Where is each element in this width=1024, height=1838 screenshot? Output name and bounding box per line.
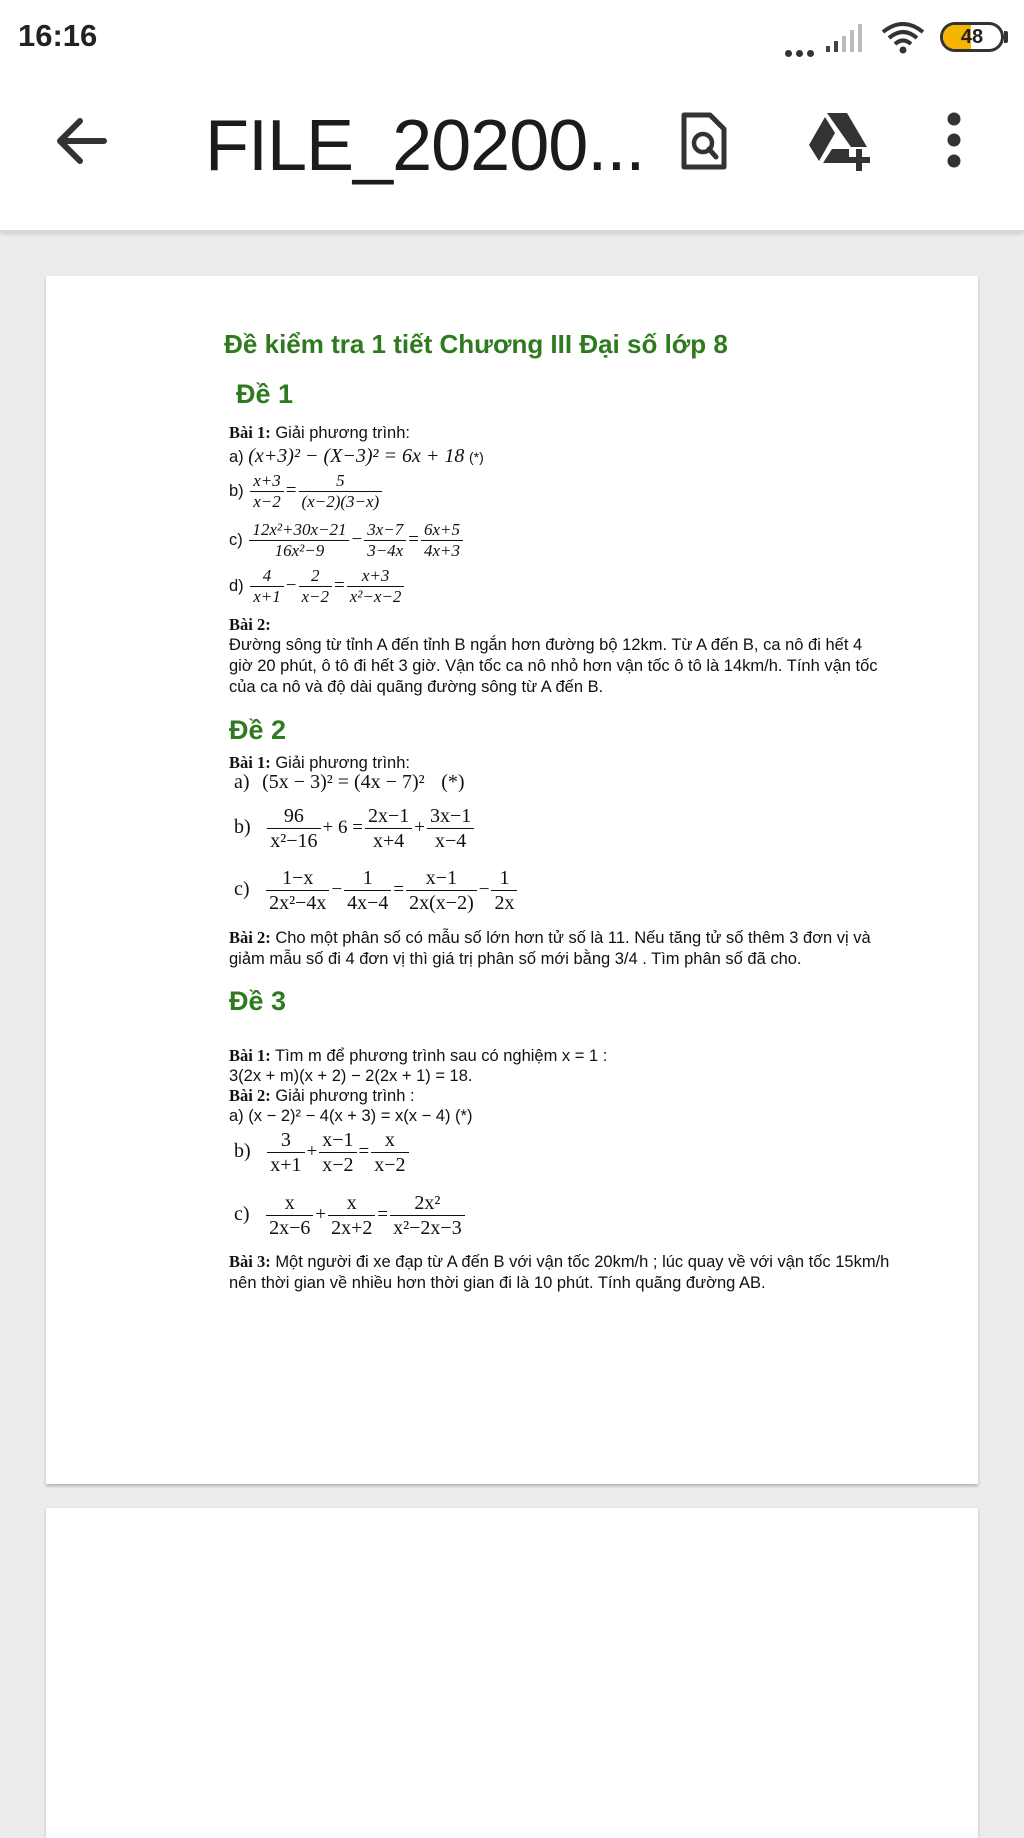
de3-bai3: Bài 3: Một người đi xe đạp từ A đến B với vận tốc 20km/h ; lúc quay về với vận tốc 15km/h nên thời gian về nhiều hơn thời gian đi là 10 phút. Tính quãng đường AB. xyxy=(229,1252,890,1292)
status-bar xyxy=(0,0,1024,75)
status-time: 16:16 xyxy=(18,18,98,53)
document-page-1[interactable] xyxy=(46,276,978,1484)
de2-eq-a: a) (5x − 3)² = (4x − 7)² (*) xyxy=(234,771,465,793)
de1-eq-d: d) $\frac{4}{x+1}$ − $\frac{2}{x-2}$ = $\frac{x+3}{\text{x²−x−2}}$ xyxy=(229,566,406,607)
de1-bai2-label: Bài 2: xyxy=(229,615,271,634)
de1-bai1: Bài 1: Giải phương trình: xyxy=(229,423,410,442)
section-heading-de1: Đề 1 xyxy=(236,379,294,409)
de1-bai2-text: Đường sông từ tỉnh A đến tỉnh B ngắn hơn đường bộ 12km. Từ A đến B, ca nô đi hết 4 giờ 20 phút, ô tô đi hết 3 giờ. Vận tốc ca nô nhỏ hơn vận tốc ô tô là 14km/h. Tính vận tốc của ca nô và độ dài quãng đường sông từ A đến B. xyxy=(229,636,878,696)
de3-eq-b: b) $\frac{3}{x+1}$ + $\frac{x-1}{x-2}$ = $\frac{x}{x-2}$ xyxy=(234,1128,411,1177)
de3-eq-a: a) (x − 2)² − 4(x + 3) = x(x − 4) (*) xyxy=(229,1107,473,1125)
de3-bai2: Bài 2: Giải phương trình : xyxy=(229,1086,415,1105)
battery-level: 48 xyxy=(960,26,984,48)
de3-eq-c: c) $\frac{x}{2x-6}$ + $\frac{x}{2x+2}$ = $\frac{\text{2x²}}{\text{x²−2x−3}}$ xyxy=(234,1191,467,1240)
battery-icon xyxy=(940,22,1004,52)
wifi-icon xyxy=(881,22,925,54)
cell-signal-icon xyxy=(826,24,866,52)
de3-bai1: Bài 1: Tìm m để phương trình sau có nghiệm x = 1 : xyxy=(229,1046,608,1065)
file-title: FILE_20200... xyxy=(205,106,645,186)
add-to-drive-icon[interactable] xyxy=(805,111,875,171)
de3-bai1-eq: 3(2x + m)(x + 2) − 2(2x + 1) = 18. xyxy=(229,1067,473,1085)
de2-bai1: Bài 1: Giải phương trình: xyxy=(229,753,410,772)
de1-eq-a: a) (x+3)² − (X−3)² = 6x + 18 (*) xyxy=(229,445,484,467)
document-title: Đề kiểm tra 1 tiết Chương III Đại số lớp 8 xyxy=(224,329,728,359)
section-heading-de3: Đề 3 xyxy=(229,986,287,1016)
de1-eq-b: b) $\frac{x+3}{x-2}$ = $\frac{5}{(x-2)(3-x)}$ xyxy=(229,471,384,512)
de2-eq-c: c) $\frac{1-x}{\text{2x²−4x}}$ − $\frac{1}{4x-4}$ = $\frac{x-1}{2x(x-2)}$ − $\frac{1}{2x}$ xyxy=(234,866,519,915)
document-page-2[interactable] xyxy=(46,1508,978,1838)
document-search-icon[interactable] xyxy=(678,111,730,171)
de1-eq-c: c) $\frac{\text{12x²+30x−21}}{\text{16x²−9}}$ − $\frac{3x-7}{3-4x}$ = $\frac{6x+5}{4x+3}$ xyxy=(229,520,465,561)
app-toolbar xyxy=(0,75,1024,232)
de2-bai2: Bài 2: Cho một phân số có mẫu số lớn hơn tử số là 11. Nếu tăng tử số thêm 3 đơn vị và giảm mẫu số đi 4 đơn vị thì giá trị phân số mới bằng 3/4 . Tìm phân số đã cho. xyxy=(229,928,871,968)
section-heading-de2: Đề 2 xyxy=(229,715,287,745)
de2-eq-b: b) $\frac{96}{\text{x²−16}}$ + 6 = $\frac{2x-1}{x+4}$ + $\frac{3x-1}{x-4}$ xyxy=(234,804,476,853)
battery-tip xyxy=(1004,31,1008,43)
more-vert-icon[interactable] xyxy=(944,111,964,169)
back-arrow-icon[interactable] xyxy=(54,115,108,167)
notification-dots-icon xyxy=(785,44,818,62)
